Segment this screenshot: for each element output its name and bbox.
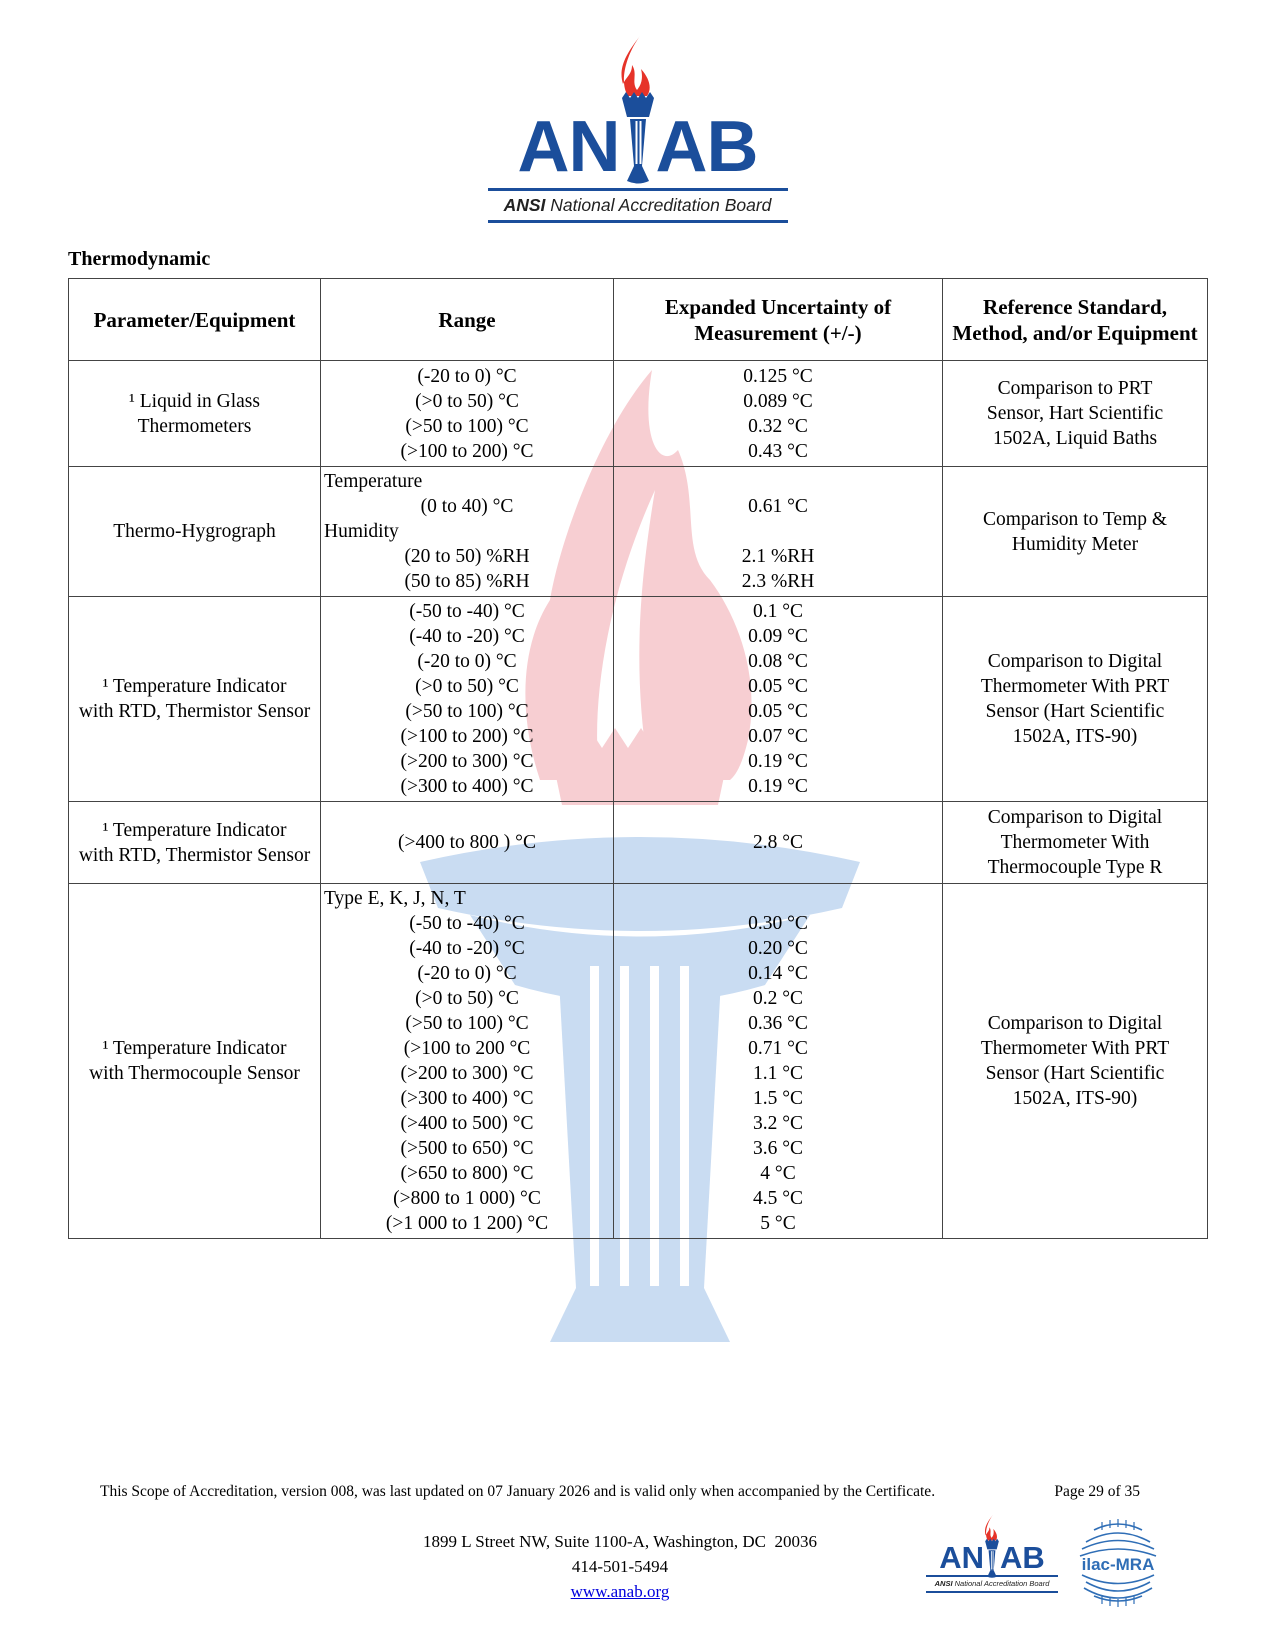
uncertainty-line: 0.32 °C bbox=[748, 415, 808, 437]
range-line: (>0 to 50) °C bbox=[415, 390, 519, 412]
parameter-line: ¹ Liquid in Glass bbox=[129, 390, 260, 412]
uncertainty-line: 4.5 °C bbox=[752, 1188, 804, 1209]
parameter-line: Thermo-Hygrograph bbox=[113, 521, 276, 542]
uncertainty-line: 4 °C bbox=[760, 1163, 796, 1184]
footer-logo-rule-bottom bbox=[926, 1591, 1058, 1593]
uncertainty-line bbox=[617, 519, 939, 544]
section-title: Thermodynamic bbox=[68, 248, 211, 270]
reference-line: 1502A, Liquid Baths bbox=[992, 428, 1158, 449]
footer-torch-icon bbox=[978, 1514, 1006, 1578]
range-line: (20 to 50) %RH bbox=[404, 546, 530, 567]
uncertainty-line: 0.1 °C bbox=[752, 601, 804, 622]
reference-cell bbox=[943, 597, 1208, 802]
logo-rule-bottom bbox=[488, 220, 788, 223]
range-line: (>300 to 400) °C bbox=[400, 1088, 534, 1109]
parameter-line: with RTD, Thermistor Sensor bbox=[78, 701, 311, 722]
reference-line: Thermometer With PRT bbox=[980, 676, 1170, 697]
range-line: (>0 to 50) °C bbox=[415, 988, 519, 1009]
uncertainty-line bbox=[617, 469, 939, 494]
reference-line: Sensor, Hart Scientific bbox=[986, 403, 1164, 424]
parameter-line: ¹ Temperature Indicator bbox=[102, 819, 287, 841]
disclaimer-text: This Scope of Accreditation, version 008, was last updated on 07 January 2026 and is valid only when accompanied by the Certificate. bbox=[100, 1483, 936, 1500]
uncertainty-cell bbox=[614, 597, 943, 802]
uncertainty-line: 0.05 °C bbox=[748, 701, 808, 722]
reference-line: Comparison to PRT bbox=[997, 378, 1153, 399]
uncertainty-line: 2.1 %RH bbox=[741, 546, 815, 567]
uncertainty-line: 0.09 °C bbox=[748, 626, 808, 647]
ilac-mra-label: ilac-MRA bbox=[1081, 1555, 1155, 1574]
range-line: (>100 to 200) °C bbox=[400, 440, 534, 462]
uncertainty-line: 0.61 °C bbox=[748, 496, 808, 517]
range-line: (-50 to -40) °C bbox=[409, 601, 525, 622]
uncertainty-line bbox=[617, 886, 939, 911]
range-cell bbox=[321, 361, 614, 467]
range-line: Humidity bbox=[324, 521, 399, 542]
watermark-base bbox=[550, 1288, 730, 1342]
range-cell bbox=[321, 884, 614, 1239]
torch-icon bbox=[606, 34, 670, 184]
scope-table bbox=[68, 278, 1208, 1239]
range-line: (>50 to 100) °C bbox=[405, 415, 529, 437]
uncertainty-line: 0.19 °C bbox=[748, 776, 808, 797]
uncertainty-line: 0.08 °C bbox=[748, 651, 808, 672]
website-link[interactable]: www.anab.org bbox=[570, 1582, 670, 1601]
parameter-cell bbox=[69, 597, 321, 802]
uncertainty-line: 0.19 °C bbox=[748, 751, 808, 772]
reference-line: Thermometer With bbox=[1000, 832, 1150, 853]
uncertainty-line: 1.1 °C bbox=[752, 1063, 804, 1084]
table-row bbox=[69, 467, 1208, 597]
reference-line: Comparison to Digital bbox=[987, 807, 1163, 828]
range-line: (>0 to 50) °C bbox=[415, 676, 519, 697]
range-line: Type E, K, J, N, T bbox=[324, 888, 466, 909]
column-header-0: Parameter/Equipment bbox=[69, 279, 321, 361]
range-line: (>400 to 800 ) °C bbox=[398, 832, 536, 853]
range-line: (-20 to 0) °C bbox=[417, 651, 517, 672]
tagline-ansi: ANSI bbox=[503, 195, 546, 215]
range-line: (>650 to 800) °C bbox=[400, 1163, 534, 1184]
range-line: (>1 000 to 1 200) °C bbox=[385, 1213, 549, 1234]
range-cell bbox=[321, 597, 614, 802]
column-header-3: Reference Standard, Method, and/or Equipment bbox=[943, 279, 1208, 361]
table-row bbox=[69, 884, 1208, 1239]
logo-tagline bbox=[488, 195, 788, 216]
address-line: 1899 L Street NW, Suite 1100-A, Washington, DC 20036 bbox=[422, 1532, 818, 1551]
header-row bbox=[69, 279, 1208, 361]
table-row bbox=[69, 802, 1208, 884]
reference-line: Comparison to Temp & bbox=[982, 508, 1168, 530]
range-line: (-20 to 0) °C bbox=[417, 963, 517, 984]
reference-line: Thermometer With PRT bbox=[980, 1038, 1170, 1059]
footer-disclaimer-row bbox=[100, 1483, 1140, 1501]
reference-line: Thermocouple Type R bbox=[987, 857, 1163, 878]
uncertainty-line: 0.2 °C bbox=[752, 988, 804, 1009]
reference-line: Humidity Meter bbox=[1011, 533, 1139, 555]
reference-line: Sensor (Hart Scientific bbox=[985, 1063, 1165, 1084]
reference-cell bbox=[943, 467, 1208, 597]
parameter-cell bbox=[69, 884, 321, 1239]
range-line: (>500 to 650) °C bbox=[400, 1138, 534, 1159]
parameter-line: Thermometers bbox=[137, 415, 252, 437]
parameter-line: ¹ Temperature Indicator bbox=[102, 1038, 287, 1059]
uncertainty-line: 0.089 °C bbox=[743, 390, 813, 412]
parameter-line: ¹ Temperature Indicator bbox=[102, 676, 287, 697]
range-line: (-40 to -20) °C bbox=[409, 938, 525, 959]
uncertainty-line: 0.14 °C bbox=[748, 963, 808, 984]
parameter-cell bbox=[69, 467, 321, 597]
footer-wordmark-right: AB bbox=[1000, 1540, 1045, 1576]
uncertainty-line: 0.30 °C bbox=[748, 913, 808, 934]
wordmark-left: AN bbox=[517, 106, 620, 187]
uncertainty-line: 0.43 °C bbox=[748, 440, 808, 462]
range-line: (50 to 85) %RH bbox=[404, 571, 530, 592]
reference-line: Comparison to Digital bbox=[987, 651, 1163, 672]
uncertainty-cell bbox=[614, 361, 943, 467]
uncertainty-line: 3.2 °C bbox=[752, 1113, 804, 1134]
range-line: (-50 to -40) °C bbox=[409, 913, 525, 934]
footer-anab-logo bbox=[926, 1514, 1058, 1593]
uncertainty-line: 1.5 °C bbox=[752, 1088, 804, 1109]
footer-tagline-ansi: ANSI bbox=[934, 1579, 953, 1588]
uncertainty-cell bbox=[614, 467, 943, 597]
uncertainty-line: 0.36 °C bbox=[748, 1013, 808, 1034]
tagline-rest: National Accreditation Board bbox=[545, 195, 772, 215]
range-line: (>100 to 200) °C bbox=[400, 726, 534, 747]
reference-line: Sensor (Hart Scientific bbox=[985, 701, 1165, 722]
range-line: (0 to 40) °C bbox=[420, 496, 514, 517]
footer-tagline-rest: National Accreditation Board bbox=[952, 1579, 1050, 1588]
uncertainty-line: 0.71 °C bbox=[748, 1038, 808, 1059]
uncertainty-line: 5 °C bbox=[760, 1213, 796, 1234]
wordmark-right: AB bbox=[655, 106, 758, 187]
reference-cell bbox=[943, 884, 1208, 1239]
parameter-cell bbox=[69, 361, 321, 467]
range-line: (>300 to 400) °C bbox=[400, 776, 534, 797]
uncertainty-line: 3.6 °C bbox=[752, 1138, 804, 1159]
uncertainty-line: 0.07 °C bbox=[748, 726, 808, 747]
uncertainty-cell bbox=[614, 884, 943, 1239]
column-header-2: Expanded Uncertainty of Measurement (+/-) bbox=[614, 279, 943, 361]
uncertainty-cell bbox=[614, 802, 943, 884]
logo-rule-top bbox=[488, 188, 788, 191]
reference-line: 1502A, ITS-90) bbox=[1012, 1088, 1138, 1109]
uncertainty-line: 0.125 °C bbox=[743, 365, 813, 387]
uncertainty-line: 0.20 °C bbox=[748, 938, 808, 959]
range-line: (>50 to 100) °C bbox=[405, 1013, 529, 1034]
ilac-mra-logo bbox=[1072, 1516, 1164, 1608]
reference-cell bbox=[943, 802, 1208, 884]
reference-cell bbox=[943, 361, 1208, 467]
parameter-line: with Thermocouple Sensor bbox=[89, 1063, 300, 1084]
range-line: (>200 to 300) °C bbox=[400, 1063, 534, 1084]
range-line: (>50 to 100) °C bbox=[405, 701, 529, 722]
column-header-1: Range bbox=[321, 279, 614, 361]
table-head bbox=[69, 279, 1208, 361]
footer-logo-tagline bbox=[926, 1579, 1058, 1588]
anab-wordmark-row bbox=[488, 40, 788, 187]
footer-anab-wordmark-row bbox=[926, 1514, 1058, 1576]
reference-line: Comparison to Digital bbox=[987, 1013, 1163, 1034]
table-row bbox=[69, 597, 1208, 802]
parameter-cell bbox=[69, 802, 321, 884]
table-row bbox=[69, 361, 1208, 467]
range-line: (>100 to 200 °C bbox=[403, 1038, 531, 1059]
reference-line: 1502A, ITS-90) bbox=[1012, 726, 1138, 747]
range-line: (>400 to 500) °C bbox=[400, 1113, 534, 1134]
parameter-line: with RTD, Thermistor Sensor bbox=[78, 844, 311, 866]
page-number: Page 29 of 35 bbox=[1054, 1483, 1140, 1500]
uncertainty-line: 2.3 %RH bbox=[741, 571, 815, 592]
range-line: (-20 to 0) °C bbox=[417, 365, 517, 387]
range-cell bbox=[321, 467, 614, 597]
phone-line: 414-501-5494 bbox=[571, 1557, 669, 1576]
range-line: (-40 to -20) °C bbox=[409, 626, 525, 647]
range-line: Temperature bbox=[324, 471, 423, 492]
range-cell bbox=[321, 802, 614, 884]
footer-wordmark-left: AN bbox=[939, 1540, 984, 1576]
range-line: (>200 to 300) °C bbox=[400, 751, 534, 772]
table-body bbox=[69, 361, 1208, 1239]
uncertainty-line: 0.05 °C bbox=[748, 676, 808, 697]
uncertainty-line: 2.8 °C bbox=[752, 832, 804, 853]
anab-logo bbox=[488, 40, 788, 223]
range-line: (>800 to 1 000) °C bbox=[393, 1188, 541, 1209]
